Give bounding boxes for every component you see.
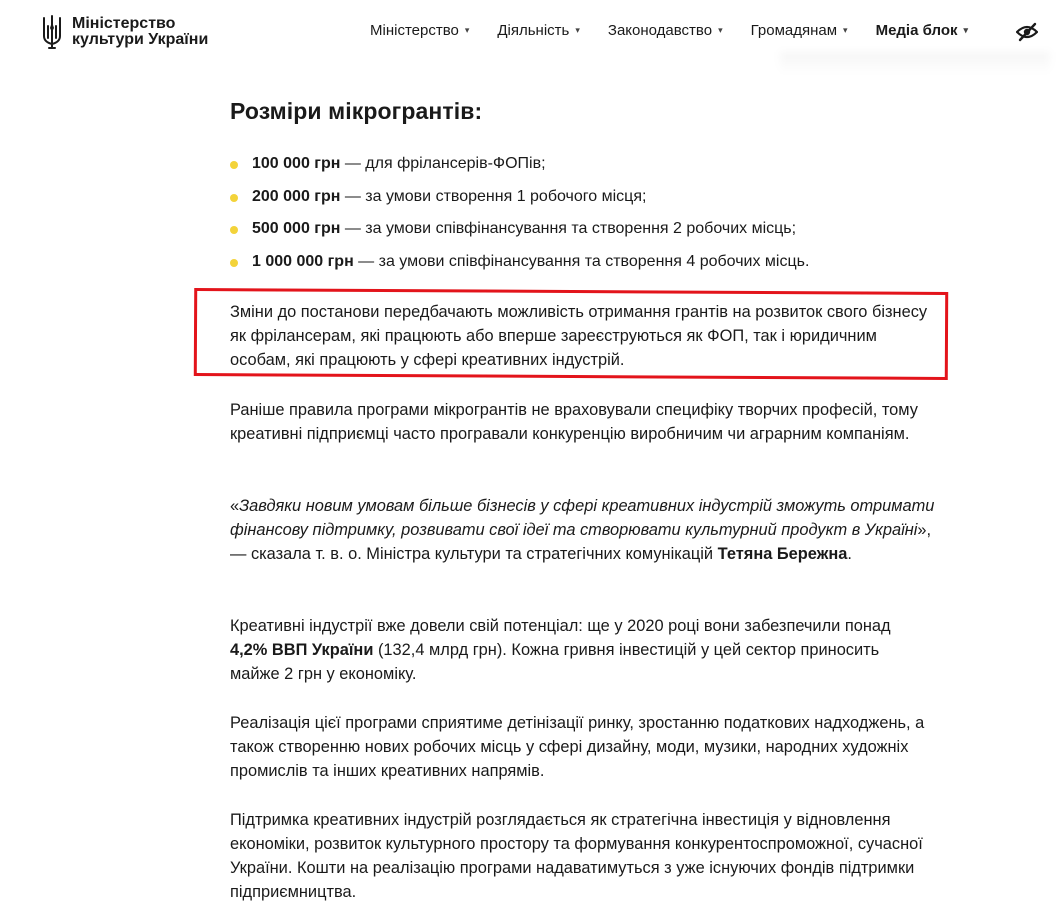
header-shadow bbox=[780, 52, 1050, 74]
chevron-down-icon: ▾ bbox=[718, 25, 723, 35]
quote-end: . bbox=[847, 545, 852, 563]
logo-line-2: культури України bbox=[72, 31, 209, 48]
site-header bbox=[0, 0, 1058, 66]
grant-list bbox=[230, 153, 950, 273]
paragraph: Раніше правила програми мікрогрантів не враховували специфіку творчих професій, тому креативні підприємці часто програвали конкуренцію виробничим чи аграрним компаніям. bbox=[230, 401, 918, 443]
highlighted-paragraph: Зміни до постанови передбачають можливість отримання грантів на розвиток свого бізнесу як фрілансерам, які працюють або вперше зареєструються як ФОП, так і юридичним особам, які працюють у сфері креативних індустрій. bbox=[230, 303, 928, 369]
nav-label: Міністерство bbox=[370, 22, 459, 39]
list-item bbox=[230, 218, 950, 240]
grant-amount: 1 000 000 грн bbox=[252, 252, 354, 270]
paragraph-text: (132,4 млрд грн). Кожна гривня інвестицій у цей сектор приносить майже 2 грн у економіку. bbox=[230, 641, 880, 683]
chevron-down-icon: ▾ bbox=[963, 25, 969, 35]
grant-desc: — для фрілансерів-ФОПів; bbox=[340, 155, 546, 172]
nav-item-legislation[interactable] bbox=[608, 22, 723, 39]
chevron-down-icon: ▾ bbox=[843, 25, 848, 35]
paragraph: Реалізація цієї програми сприятиме детінізації ринку, зростанню податкових надходжень, а також створенню нових робочих місць у сфері дизайну, моди, музики, народних художніх промислів та інших креативних напрямів. bbox=[230, 714, 925, 780]
main-nav bbox=[370, 22, 996, 39]
speaker-name: Тетяна Бережна bbox=[717, 545, 848, 563]
nav-label: Медіа блок bbox=[875, 22, 958, 39]
grant-amount: 100 000 грн bbox=[252, 155, 341, 172]
grant-amount: 200 000 грн bbox=[252, 187, 341, 205]
gdp-figure: 4,2% ВВП України bbox=[230, 641, 374, 659]
quote-text: Завдяки новим умовам більше бізнесів у сфері креативних індустрій зможуть отримати фінансову підтримку, розвивати свої ідеї та створювати культурний продукт в Україні bbox=[230, 497, 935, 539]
nav-item-citizens[interactable] bbox=[751, 22, 848, 39]
list-item bbox=[230, 153, 950, 175]
quote-attribution: », — сказала т. в. о. Міністра культури та стратегічних комунікацій bbox=[230, 521, 932, 563]
logo-line-1: Міністерство bbox=[72, 15, 176, 32]
grant-amount: 500 000 грн bbox=[252, 220, 341, 237]
nav-label: Законодавство bbox=[607, 22, 713, 39]
list-item bbox=[230, 186, 950, 208]
chevron-down-icon: ▾ bbox=[575, 25, 580, 35]
nav-item-media[interactable] bbox=[876, 22, 968, 39]
nav-item-activity[interactable] bbox=[497, 22, 580, 39]
logo-text bbox=[72, 16, 208, 48]
list-item bbox=[230, 251, 950, 273]
ministry-logo[interactable] bbox=[40, 14, 208, 50]
grant-desc: — за умови створення 1 робочого місця; bbox=[340, 187, 647, 205]
nav-label: Громадянам bbox=[750, 22, 838, 39]
paragraph bbox=[230, 614, 930, 686]
article-content bbox=[230, 98, 950, 283]
quote-paragraph bbox=[230, 494, 950, 566]
section-heading: Розміри мікрогрантів: bbox=[230, 98, 483, 124]
chevron-down-icon: ▾ bbox=[464, 25, 470, 35]
eye-slash-icon[interactable] bbox=[1016, 22, 1038, 42]
nav-label: Діяльність bbox=[497, 22, 570, 39]
paragraph: Підтримка креативних індустрій розглядається як стратегічна інвестиція у відновлення економіки, розвиток культурного простору та формування конкурентоспроможної, сучасної України. Кошти на реалізацію програми надаватимуться з уже існуючих фондів підтримки підприємництва. bbox=[230, 811, 923, 901]
nav-item-ministry[interactable] bbox=[370, 22, 469, 39]
grant-desc: — за умови співфінансування та створення 2 робочих місць; bbox=[340, 220, 797, 237]
trident-icon bbox=[40, 14, 64, 50]
grant-desc: — за умови співфінансування та створення 4 робочих місць. bbox=[353, 252, 810, 270]
paragraph-text: Креативні індустрії вже довели свій потенціал: ще у 2020 році вони забезпечили понад bbox=[230, 617, 891, 635]
quote-open: « bbox=[230, 497, 240, 515]
